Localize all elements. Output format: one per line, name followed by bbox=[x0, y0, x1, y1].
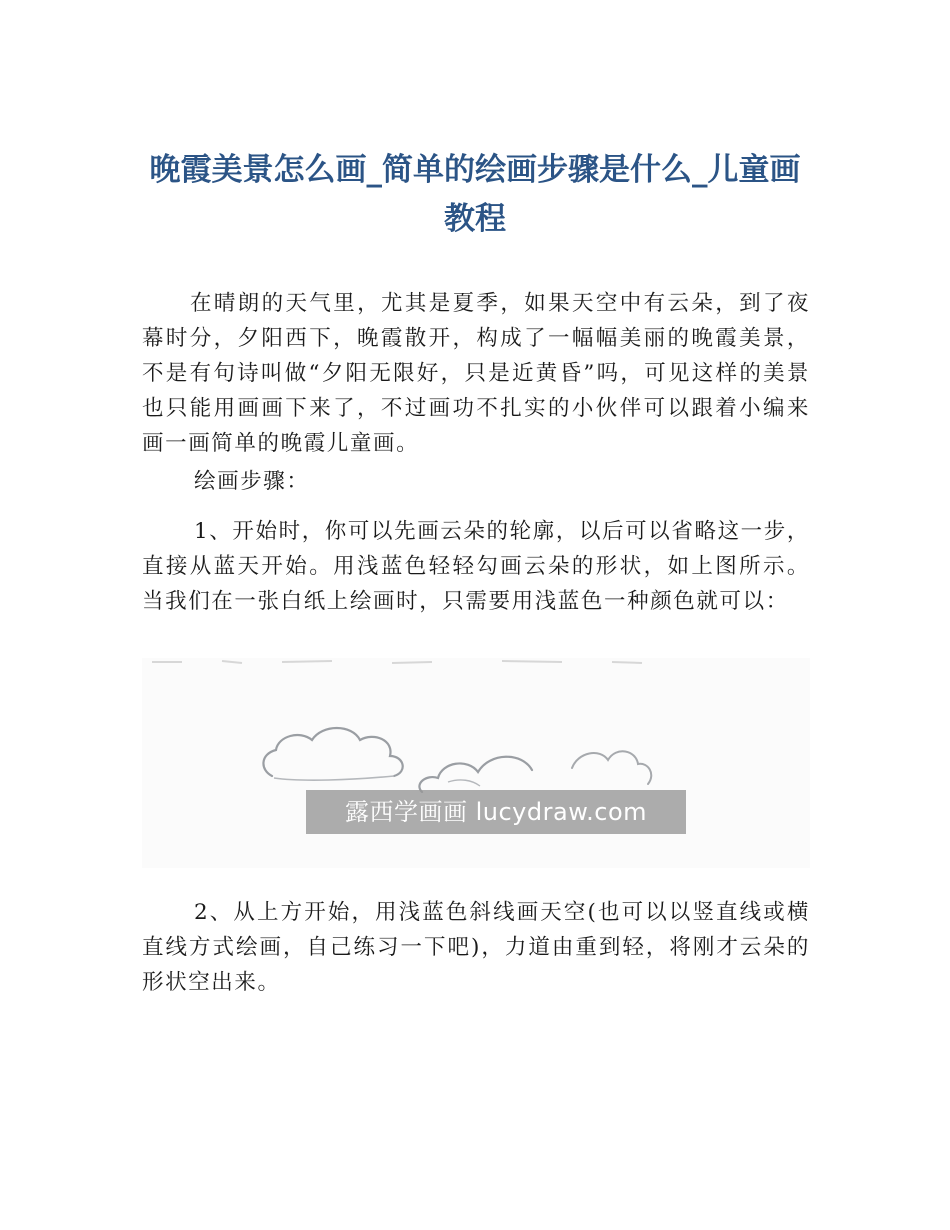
step-1-paragraph: 1、开始时，你可以先画云朵的轮廓，以后可以省略这一步，直接从蓝天开始。用浅蓝色轻轻勾画云朵的形状，如上图所示。当我们在一张白纸上绘画时，只需要用浅蓝色一种颜色就可以： bbox=[142, 519, 810, 614]
document-title: 晚霞美景怎么画_简单的绘画步骤是什么_儿童画教程 bbox=[149, 152, 801, 237]
step-2-paragraph: 2、从上方开始，用浅蓝色斜线画天空(也可以以竖直线或横直线方式绘画，自己练习一下吧)，力道由重到轻，将刚才云朵的形状空出来。 bbox=[142, 900, 810, 995]
intro-paragraph: 在晴朗的天气里，尤其是夏季，如果天空中有云朵，到了夜幕时分，夕阳西下，晚霞散开，构成了一幅幅美丽的晚霞美景，不是有句诗叫做“夕阳无限好，只是近黄昏”吗，可见这样的美景也只能用画画下来了，不过画功不扎实的小伙伴可以跟着小编来画一画简单的晚霞儿童画。 bbox=[142, 291, 810, 456]
cloud-outline-drawing bbox=[142, 658, 810, 868]
cloud-sketch-image bbox=[142, 658, 810, 868]
steps-heading: 绘画步骤： bbox=[194, 469, 310, 494]
watermark-label: 露西学画画 lucydraw.com bbox=[306, 790, 686, 834]
